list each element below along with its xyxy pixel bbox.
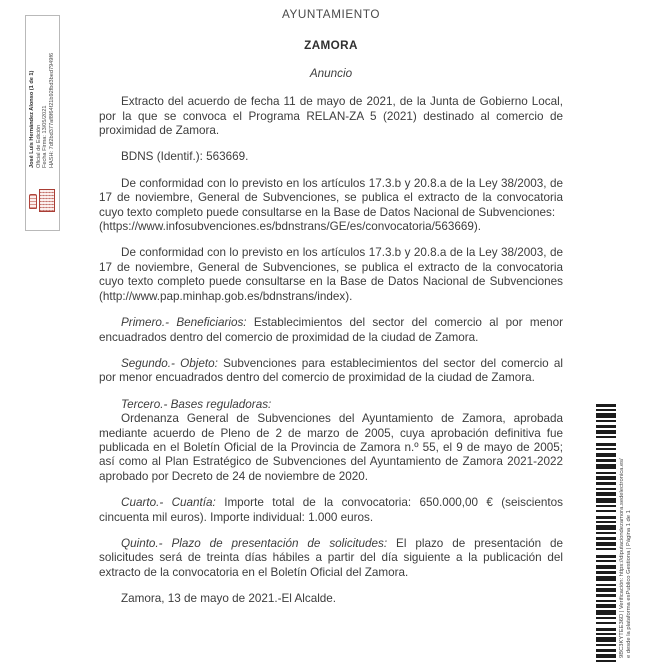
paragraph-lead: Segundo.- Objeto: xyxy=(121,356,218,370)
signer-name: José Luis Hernández Alonso (1 de 1) xyxy=(29,70,35,168)
paragraph xyxy=(99,150,563,164)
validation-strip xyxy=(619,406,633,658)
paragraph-lead: Tercero.- Bases reguladoras: xyxy=(121,397,272,411)
paragraph xyxy=(99,357,563,386)
paragraph-text: Subvenciones para establecimientos del sector del comercio al por menor encuadrados dentro del comercio de proximidad de la ciudad de Zamora. xyxy=(99,356,563,385)
paragraph-text: Establecimientos del sector del comercio al por menor encuadrados dentro del comercio de proximidad de la ciudad de Zamora. xyxy=(99,316,563,344)
paragraph xyxy=(99,246,563,304)
paragraph xyxy=(99,412,563,484)
official-stamp-icon xyxy=(29,187,55,213)
paragraph xyxy=(99,592,563,606)
paragraph-text: El plazo de presentación de solicitudes será de treinta días hábiles a partir del día siguiente a la publicación del extracto de la convocatoria en el Boletín Oficial del Zamora. xyxy=(99,536,563,579)
validation-line-1: 9BC3KYTEE36D | Verificación: https://diputaciondezamora.sedelectronica.es/ xyxy=(619,458,625,658)
signature-box xyxy=(25,15,60,231)
signature-text xyxy=(29,40,56,168)
paragraph xyxy=(99,537,563,580)
paragraph-lead: Quinto.- Plazo de presentación de solicitudes: xyxy=(121,536,388,550)
paragraph-text: De conformidad con lo previsto en los artículos 17.3.b y 20.8.a de la Ley 38/2003, de 17 de noviembre, General de Subvenciones, se publica el extracto de la convocatoria cuyo texto completo puede consultarse en la Base de Datos Nacional de Subvenciones (http://www.pap.minhap.gob.es/bdnstrans/index). xyxy=(99,246,563,303)
paragraph-text: BDNS (Identif.): 563669. xyxy=(121,150,249,164)
stamp-emblem-icon xyxy=(29,194,37,209)
paragraph-text: Extracto del acuerdo de fecha 11 de mayo de 2021, de la Junta de Gobierno Local, por la que se convoca el Programa RELAN-ZA 5 (2021) destinado al comercio de proximidad de Zamora. xyxy=(99,95,563,138)
paragraphs xyxy=(99,95,563,606)
city-title: ZAMORA xyxy=(304,39,358,53)
validation-line-2: e desde la plataforma esPublico Gestiona | Página 1 de 1 xyxy=(626,510,632,658)
paragraph-lead: Primero.- Beneficiarios: xyxy=(121,316,247,330)
paragraph xyxy=(99,95,563,138)
paragraph xyxy=(99,398,563,412)
stamp-seal-icon xyxy=(39,189,55,212)
signer-role: Oficial de Edición xyxy=(35,124,42,168)
document-body xyxy=(99,8,563,607)
paragraph-text: Ordenanza General de Subvenciones del Ayuntamiento de Zamora, aprobada mediante acuerdo de Pleno de 2 de marzo de 2005, cuya aprobación definitiva fue publicada en el Boletín Oficial de la Provincia de Zamora n.º 55, el 9 de mayo de 2005; así como al Plan Estratégico de Subvenciones del Ayuntamiento de Zamora 2021-2022 aprobado por Decreto de 24 de noviembre de 2020. xyxy=(99,412,563,483)
paragraph xyxy=(99,177,563,235)
paragraph-url: (https://www.infosubvenciones.es/bdnstrans/GE/es/convocatoria/563669). xyxy=(99,220,482,234)
paragraph-text: De conformidad con lo previsto en los artículos 17.3.b y 20.8.a de la Ley 38/2003, de 17 de noviembre, General de Subvenciones, se publica el extracto de la convocatoria cuyo texto completo puede consultarse en la Base de Datos Nacional de Subvenciones: xyxy=(99,176,563,219)
signature-date: Fecha Firma: 13/05/2021 xyxy=(42,105,49,168)
paragraph-lead: Cuarto.- Cuantía: xyxy=(121,496,216,510)
entity-title: AYUNTAMIENTO xyxy=(281,8,381,21)
paragraph-text: Zamora, 13 de mayo de 2021.-El Alcalde. xyxy=(121,592,337,606)
barcode xyxy=(596,404,616,664)
paragraph xyxy=(99,496,563,525)
paragraph xyxy=(99,316,563,345)
paragraph-text: Importe total de la convocatoria: 650.000,00 € (seiscientos cincuenta mil euros). Importe individual: 1.000 euros. xyxy=(99,496,563,524)
signature-hash: HASH: 7df2bd377af8f64f21b92fbd3bed7949f6 xyxy=(49,52,56,168)
doc-type-title: Anuncio xyxy=(309,66,353,80)
